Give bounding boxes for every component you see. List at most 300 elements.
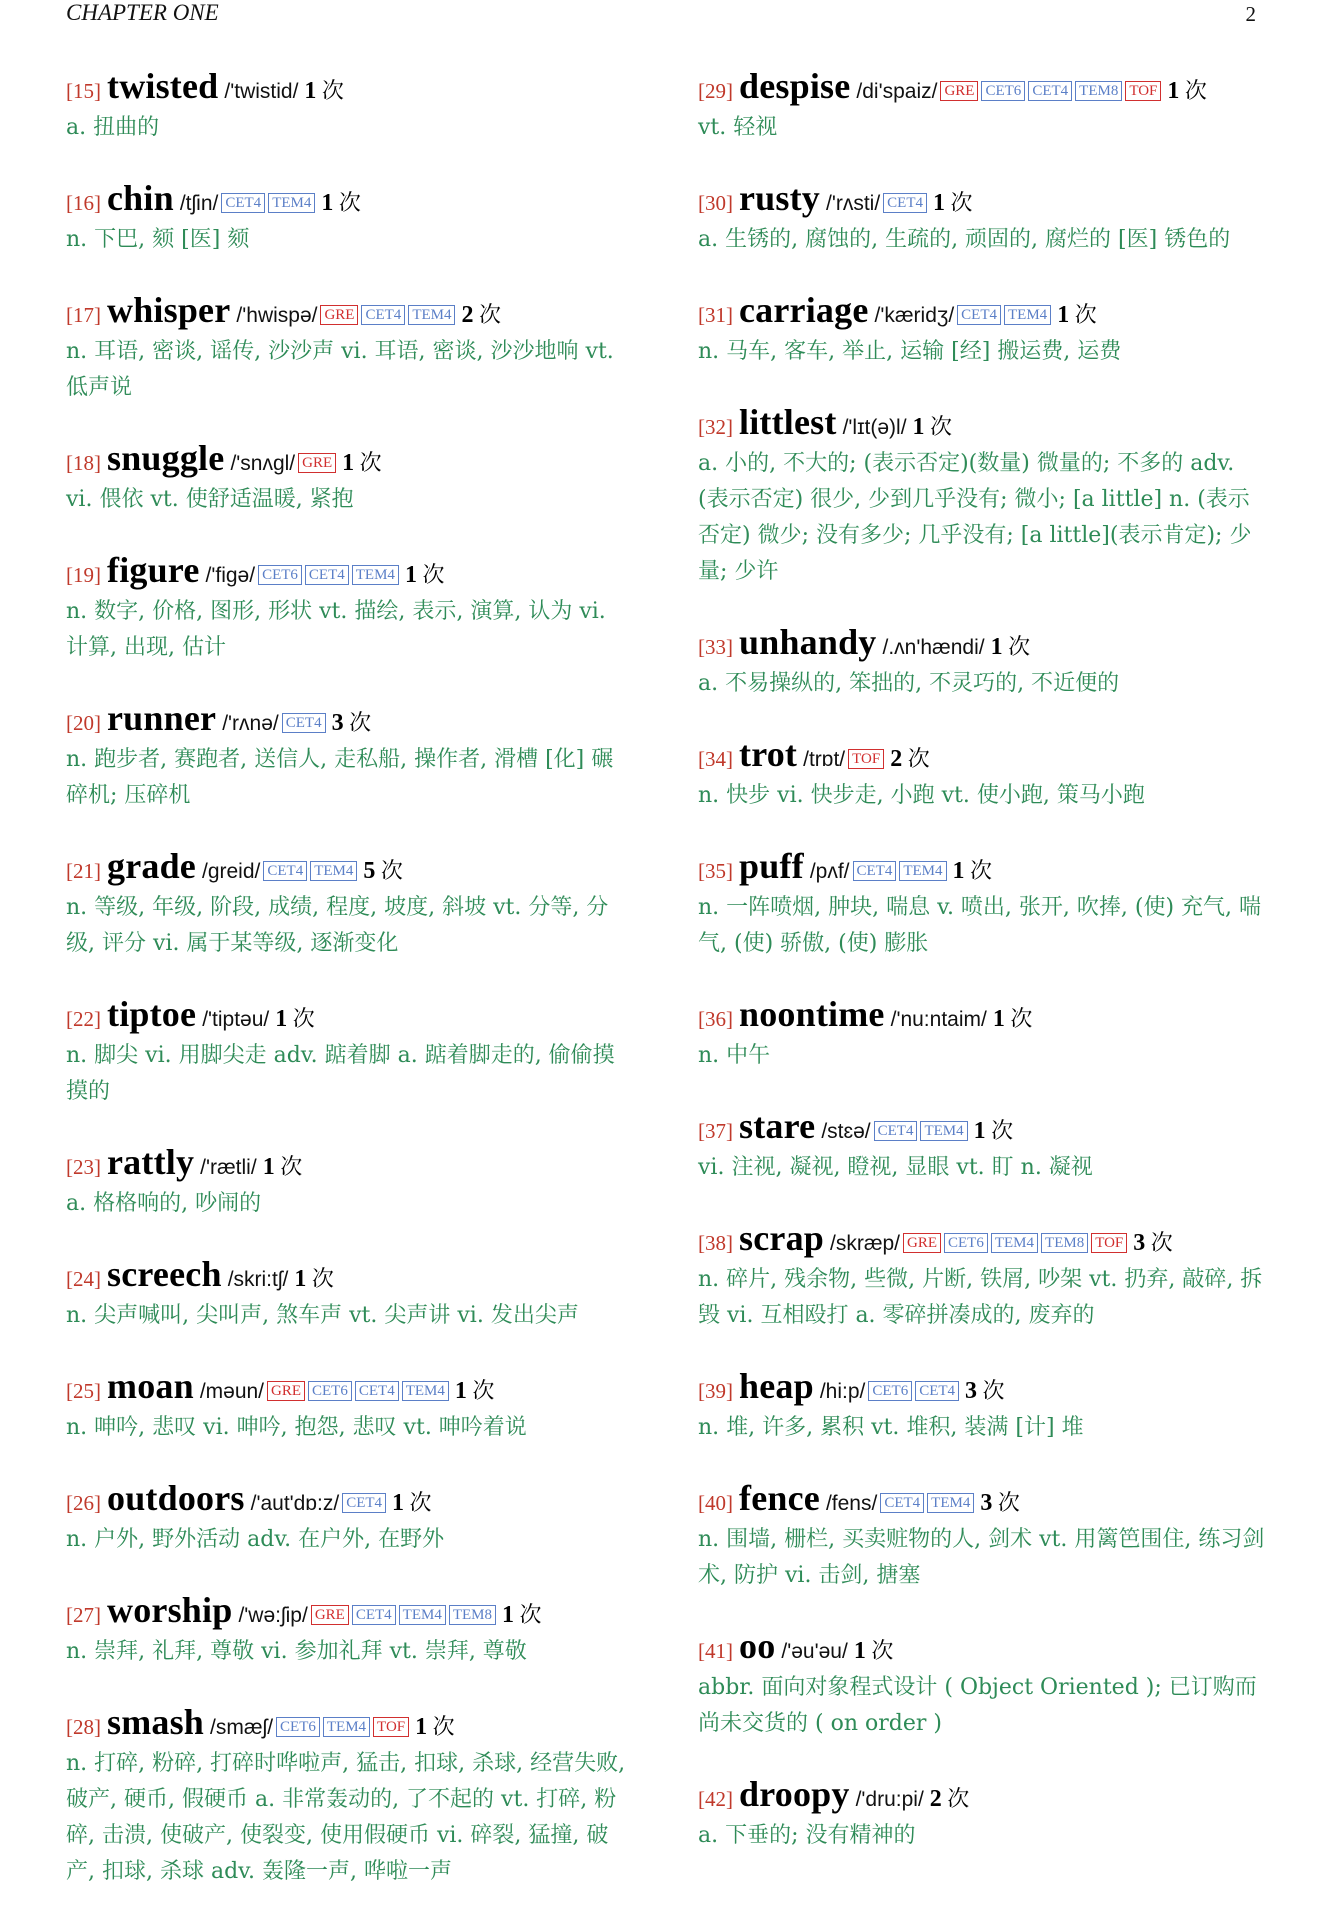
headword: smash — [107, 1702, 205, 1742]
vocab-entry — [698, 736, 1266, 814]
exam-tag-badge: TOF — [1091, 1233, 1127, 1253]
entry-index: [24] — [66, 1267, 101, 1291]
frequency-count: 1 — [304, 78, 317, 104]
exam-tag-badge: TEM8 — [449, 1605, 496, 1625]
frequency-unit: 次 — [950, 190, 973, 215]
exam-tag-badge: TEM4 — [310, 861, 357, 881]
frequency-unit: 次 — [472, 1378, 495, 1403]
exam-tag-badge: TEM4 — [1004, 305, 1051, 325]
exam-tag-badge: TEM4 — [399, 1605, 446, 1625]
frequency — [890, 746, 930, 771]
frequency-unit: 次 — [380, 858, 403, 883]
vocab-entry — [698, 1368, 1266, 1446]
definition: n. 户外, 野外活动 adv. 在户外, 在野外 — [66, 1527, 445, 1552]
entry-headline — [698, 1776, 1266, 1818]
phonetic: /'lɪt(ə)l/ — [842, 416, 907, 439]
headword: moan — [107, 1366, 194, 1406]
entry-headline — [698, 996, 1266, 1038]
vocab-entry — [66, 440, 634, 518]
exam-tag-badge: CET6 — [981, 81, 1025, 101]
frequency — [953, 858, 993, 883]
frequency-count: 1 — [912, 414, 925, 440]
phonetic: /'aut'dɒ:z/ — [250, 1492, 340, 1515]
definition: n. 尖声喊叫, 尖叫声, 煞车声 vt. 尖声讲 vi. 发出尖声 — [66, 1303, 579, 1328]
frequency-unit: 次 — [871, 1638, 894, 1663]
entry-index: [25] — [66, 1379, 101, 1403]
vocab-entry — [698, 1628, 1266, 1742]
entry-headline — [66, 700, 634, 742]
frequency-count: 1 — [992, 1006, 1005, 1032]
vocab-entry — [66, 1256, 634, 1334]
definition: n. 碎片, 残余物, 些微, 片断, 铁屑, 吵架 vt. 扔弃, 敲碎, 拆毁 vi. 互相殴打 a. 零碎拼凑成的, 废弃的 — [698, 1267, 1263, 1328]
exam-tag-badge: CET4 — [342, 1493, 386, 1513]
definition: n. 耳语, 密谈, 谣传, 沙沙声 vi. 耳语, 密谈, 沙沙地响 vt. 低声说 — [66, 339, 614, 400]
vocab-entry — [698, 624, 1266, 702]
frequency — [294, 1266, 334, 1291]
frequency — [1133, 1230, 1173, 1255]
vocab-entry — [698, 68, 1266, 146]
entry-index: [18] — [66, 451, 101, 475]
phonetic: /trɒt/ — [803, 748, 846, 771]
headword: puff — [739, 846, 804, 886]
headword: stare — [739, 1106, 816, 1146]
headword: snuggle — [107, 438, 225, 478]
definition: n. 呻吟, 悲叹 vi. 呻吟, 抱怨, 悲叹 vt. 呻吟着说 — [66, 1415, 527, 1440]
vocab-entry — [66, 1704, 634, 1890]
vocab-entry — [698, 1480, 1266, 1594]
frequency-unit: 次 — [519, 1602, 542, 1627]
frequency — [991, 634, 1031, 659]
phonetic: /'hwispə/ — [236, 304, 318, 327]
entry-index: [30] — [698, 191, 733, 215]
vocab-entry — [66, 180, 634, 258]
definition: n. 围墙, 栅栏, 买卖赃物的人, 剑术 vt. 用篱笆围住, 练习剑术, 防护 vi. 击剑, 搪塞 — [698, 1527, 1265, 1588]
frequency-count: 1 — [342, 450, 355, 476]
frequency-unit: 次 — [359, 450, 382, 475]
entry-headline — [66, 68, 634, 110]
entry-index: [41] — [698, 1639, 733, 1663]
entry-index: [20] — [66, 711, 101, 735]
frequency — [304, 78, 344, 103]
frequency-count: 1 — [415, 1714, 428, 1740]
frequency-unit: 次 — [311, 1266, 334, 1291]
entry-index: [31] — [698, 303, 733, 327]
frequency — [1057, 302, 1097, 327]
headword: screech — [107, 1254, 222, 1294]
right-column — [698, 68, 1266, 1924]
frequency-unit: 次 — [930, 414, 953, 439]
vocab-entry — [698, 848, 1266, 962]
frequency — [930, 1786, 970, 1811]
exam-tag-badge: CET4 — [263, 861, 307, 881]
phonetic: /'figə/ — [205, 564, 256, 587]
phonetic: /skri:tʃ/ — [227, 1268, 289, 1291]
headword: heap — [739, 1366, 814, 1406]
entry-headline — [66, 996, 634, 1038]
frequency — [363, 858, 403, 883]
frequency-count: 2 — [890, 746, 903, 772]
frequency-count: 1 — [1057, 302, 1070, 328]
entry-headline — [698, 1108, 1266, 1150]
frequency-unit: 次 — [1074, 302, 1097, 327]
frequency — [455, 1378, 495, 1403]
phonetic: /'nu:ntaim/ — [890, 1008, 987, 1031]
definition: n. 一阵喷烟, 肿块, 喘息 v. 喷出, 张开, 吹捧, (使) 充气, 喘气, (使) 骄傲, (使) 膨胀 — [698, 895, 1262, 956]
entry-headline — [66, 440, 634, 482]
entry-index: [19] — [66, 563, 101, 587]
exam-tag-badge: CET6 — [868, 1381, 912, 1401]
frequency-count: 1 — [853, 1638, 866, 1664]
left-column — [66, 68, 634, 1924]
entry-headline — [66, 1368, 634, 1410]
frequency-unit: 次 — [321, 78, 344, 103]
definition: a. 下垂的; 没有精神的 — [698, 1823, 916, 1848]
frequency-unit: 次 — [907, 746, 930, 771]
exam-tag-badge: TEM4 — [352, 565, 399, 585]
entry-headline — [66, 1256, 634, 1298]
phonetic: /greid/ — [201, 860, 261, 883]
vocab-entry — [66, 1368, 634, 1446]
entry-headline — [66, 1480, 634, 1522]
vocab-entry — [66, 552, 634, 666]
page-number: 2 — [1245, 2, 1256, 26]
exam-tag-badge: CET4 — [282, 713, 326, 733]
entry-headline — [698, 1480, 1266, 1522]
frequency — [275, 1006, 315, 1031]
definition: n. 中午 — [698, 1043, 771, 1068]
entry-headline — [66, 552, 634, 594]
frequency-count: 1 — [275, 1006, 288, 1032]
exam-tag-badge: CET6 — [308, 1381, 352, 1401]
entry-headline — [698, 1220, 1266, 1262]
frequency — [993, 1006, 1033, 1031]
frequency-count: 1 — [502, 1602, 514, 1628]
frequency — [263, 1154, 303, 1179]
frequency-unit: 次 — [349, 710, 372, 735]
entry-index: [32] — [698, 415, 733, 439]
entry-index: [42] — [698, 1787, 733, 1811]
phonetic: /'kæridʒ/ — [874, 304, 955, 327]
entry-headline — [698, 848, 1266, 890]
frequency — [405, 562, 445, 587]
exam-tag-badge: TEM4 — [927, 1493, 974, 1513]
exam-tag-badge: CET4 — [355, 1381, 399, 1401]
entry-index: [15] — [66, 79, 101, 103]
entry-index: [35] — [698, 859, 733, 883]
vocab-entry — [66, 1480, 634, 1558]
phonetic: /'dru:pi/ — [855, 1788, 924, 1811]
frequency-count: 3 — [1133, 1230, 1146, 1256]
exam-tag-badge: GRE — [903, 1233, 941, 1253]
exam-tag-badge: CET4 — [352, 1605, 396, 1625]
definition: vi. 注视, 凝视, 瞪视, 显眼 vt. 盯 n. 凝视 — [698, 1155, 1093, 1180]
phonetic: /skræp/ — [830, 1232, 901, 1255]
definition: n. 跑步者, 赛跑者, 送信人, 走私船, 操作者, 滑槽 [化] 碾碎机; 压碎机 — [66, 747, 614, 808]
headword: whisper — [107, 290, 231, 330]
exam-tag-badge: GRE — [320, 305, 358, 325]
exam-tag-badge: GRE — [267, 1381, 305, 1401]
entry-headline — [698, 180, 1266, 222]
headword: droopy — [739, 1774, 850, 1814]
entry-index: [34] — [698, 747, 733, 771]
entry-headline — [66, 292, 634, 334]
frequency-count: 1 — [973, 1118, 986, 1144]
entry-headline — [698, 1368, 1266, 1410]
frequency-count: 5 — [363, 858, 376, 884]
definition: n. 数字, 价格, 图形, 形状 vt. 描绘, 表示, 演算, 认为 vi. 计算, 出现, 估计 — [66, 599, 606, 660]
phonetic: /'wə:ʃip/ — [238, 1604, 308, 1627]
entry-index: [16] — [66, 191, 101, 215]
entry-index: [29] — [698, 79, 733, 103]
phonetic: /'rʌsti/ — [826, 192, 881, 215]
phonetic: /məun/ — [199, 1380, 265, 1403]
phonetic: /'tiptəu/ — [202, 1008, 270, 1031]
page-header — [66, 0, 1256, 40]
exam-tag-badge: TEM4 — [268, 193, 315, 213]
frequency-count: 1 — [294, 1266, 307, 1292]
exam-tag-badge: TEM8 — [1075, 81, 1122, 101]
exam-tag-badge: TOF — [848, 749, 884, 769]
entry-index: [23] — [66, 1155, 101, 1179]
frequency-unit: 次 — [997, 1490, 1020, 1515]
frequency-count: 1 — [933, 190, 946, 216]
phonetic: /smæʃ/ — [210, 1716, 274, 1739]
frequency-count: 1 — [404, 562, 417, 588]
entry-headline — [698, 624, 1266, 666]
definition: n. 等级, 年级, 阶段, 成绩, 程度, 坡度, 斜坡 vt. 分等, 分级, 评分 vi. 属于某等级, 逐渐变化 — [66, 895, 609, 956]
entry-headline — [66, 1704, 634, 1746]
phonetic: /'rætli/ — [200, 1156, 257, 1179]
frequency — [974, 1118, 1014, 1143]
headword: noontime — [739, 994, 885, 1034]
frequency-unit: 次 — [422, 562, 445, 587]
headword: fence — [739, 1478, 820, 1518]
headword: trot — [739, 734, 798, 774]
frequency — [342, 450, 382, 475]
entry-index: [33] — [698, 635, 733, 659]
entry-headline — [66, 848, 634, 890]
exam-tag-badge: TEM4 — [899, 861, 946, 881]
headword: rattly — [107, 1142, 195, 1182]
frequency-count: 1 — [392, 1490, 405, 1516]
frequency-unit: 次 — [1010, 1006, 1033, 1031]
exam-tag-badge: TEM4 — [408, 305, 455, 325]
phonetic: /fens/ — [825, 1492, 878, 1515]
exam-tag-badge: CET4 — [915, 1381, 959, 1401]
entry-headline — [698, 1628, 1266, 1670]
frequency-unit: 次 — [1184, 78, 1207, 103]
headword: rusty — [739, 178, 820, 218]
vocab-entry — [698, 1108, 1266, 1186]
vocab-entry — [66, 996, 634, 1110]
frequency-count: 3 — [980, 1490, 993, 1516]
exam-tag-badge: CET4 — [361, 305, 405, 325]
headword: littlest — [739, 402, 837, 442]
vocab-entry — [66, 1592, 634, 1670]
exam-tag-badge: GRE — [940, 81, 978, 101]
exam-tag-badge: CET4 — [883, 193, 927, 213]
phonetic: /tʃin/ — [179, 192, 219, 215]
frequency-unit: 次 — [1008, 634, 1031, 659]
definition: vt. 轻视 — [698, 115, 778, 140]
entry-headline — [66, 1144, 634, 1186]
headword: chin — [107, 178, 174, 218]
frequency — [415, 1714, 455, 1739]
headword: grade — [107, 846, 196, 886]
phonetic: /stɛə/ — [821, 1120, 871, 1143]
frequency-count: 2 — [929, 1786, 942, 1812]
definition: abbr. 面向对象程式设计 ( Object Oriented ); 已订购而尚未交货的 ( on order ) — [698, 1675, 1257, 1736]
exam-tag-badge: CET4 — [880, 1493, 924, 1513]
frequency-unit: 次 — [280, 1154, 303, 1179]
definition: a. 不易操纵的, 笨拙的, 不灵巧的, 不近便的 — [698, 671, 1120, 696]
vocab-entry — [66, 700, 634, 814]
vocab-entry — [698, 180, 1266, 258]
frequency — [502, 1602, 542, 1627]
entry-headline — [698, 736, 1266, 778]
phonetic: /di'spaiz/ — [856, 80, 938, 103]
definition: n. 下巴, 颏 [医] 颏 — [66, 227, 250, 252]
entry-headline — [698, 68, 1266, 110]
exam-tag-badge: TEM4 — [920, 1121, 967, 1141]
entry-index: [39] — [698, 1379, 733, 1403]
headword: despise — [739, 66, 851, 106]
entry-headline — [66, 1592, 634, 1634]
exam-tag-badge: CET6 — [276, 1717, 320, 1737]
frequency-count: 1 — [321, 190, 334, 216]
frequency — [461, 302, 501, 327]
headword: oo — [739, 1626, 776, 1666]
frequency — [933, 190, 973, 215]
frequency-unit: 次 — [991, 1118, 1014, 1143]
frequency-unit: 次 — [970, 858, 993, 883]
exam-tag-badge: TEM4 — [402, 1381, 449, 1401]
entry-index: [28] — [66, 1715, 101, 1739]
vocab-entry — [698, 292, 1266, 370]
frequency-unit: 次 — [338, 190, 361, 215]
phonetic: /hi:p/ — [819, 1380, 866, 1403]
entry-headline — [698, 292, 1266, 334]
vocab-entry — [66, 68, 634, 146]
exam-tag-badge: CET6 — [258, 565, 302, 585]
frequency-unit: 次 — [1150, 1230, 1173, 1255]
exam-tag-badge: GRE — [298, 453, 336, 473]
vocab-entry — [66, 1144, 634, 1222]
headword: tiptoe — [107, 994, 197, 1034]
frequency-count: 3 — [331, 710, 344, 736]
definition: a. 格格响的, 吵闹的 — [66, 1191, 262, 1216]
frequency-unit: 次 — [409, 1490, 432, 1515]
definition: n. 打碎, 粉碎, 打碎时哗啦声, 猛击, 扣球, 杀球, 经营失败, 破产, 硬币, 假硬币 a. 非常轰动的, 了不起的 vt. 打碎, 粉碎, 击溃, 使破产, 使裂变, 使用假硬币 vi. 碎裂, 猛撞, 破产, 扣球, 杀球 adv. 轰隆一声, 哗啦一声 — [66, 1751, 626, 1884]
vocab-entry — [66, 848, 634, 962]
headword: runner — [107, 698, 217, 738]
frequency — [965, 1378, 1005, 1403]
vocab-entry — [66, 292, 634, 406]
definition: n. 马车, 客车, 举止, 运输 [经] 搬运费, 运费 — [698, 339, 1122, 364]
frequency-unit: 次 — [432, 1714, 455, 1739]
frequency-unit: 次 — [982, 1378, 1005, 1403]
vocab-entry — [698, 404, 1266, 590]
definition: a. 扭曲的 — [66, 115, 160, 140]
definition: n. 脚尖 vi. 用脚尖走 adv. 踮着脚 a. 踮着脚走的, 偷偷摸摸的 — [66, 1043, 615, 1104]
exam-tag-badge: CET4 — [957, 305, 1001, 325]
frequency — [332, 710, 372, 735]
definition: n. 崇拜, 礼拜, 尊敬 vi. 参加礼拜 vt. 崇拜, 尊敬 — [66, 1639, 527, 1664]
frequency-count: 1 — [1167, 78, 1180, 104]
entry-headline — [66, 180, 634, 222]
entry-index: [27] — [66, 1603, 101, 1627]
phonetic: /'rʌnə/ — [222, 712, 279, 735]
frequency — [913, 414, 953, 439]
definition: n. 堆, 许多, 累积 vt. 堆积, 装满 [计] 堆 — [698, 1415, 1084, 1440]
entry-index: [36] — [698, 1007, 733, 1031]
frequency-count: 1 — [952, 858, 965, 884]
phonetic: /pʌf/ — [809, 860, 850, 883]
frequency — [980, 1490, 1020, 1515]
exam-tag-badge: TEM4 — [991, 1233, 1038, 1253]
headword: twisted — [107, 66, 219, 106]
phonetic: /'əu'əu/ — [781, 1640, 848, 1663]
exam-tag-badge: GRE — [311, 1605, 349, 1625]
headword: figure — [107, 550, 200, 590]
headword: worship — [107, 1590, 233, 1630]
exam-tag-badge: CET4 — [874, 1121, 918, 1141]
exam-tag-badge: TEM8 — [1041, 1233, 1088, 1253]
frequency-unit: 次 — [478, 302, 501, 327]
frequency-count: 2 — [461, 302, 474, 328]
phonetic: /'snʌgl/ — [230, 452, 296, 475]
phonetic: /'twistid/ — [224, 80, 299, 103]
frequency-count: 1 — [454, 1378, 467, 1404]
exam-tag-badge: CET4 — [853, 861, 897, 881]
exam-tag-badge: CET4 — [1028, 81, 1072, 101]
headword: scrap — [739, 1218, 824, 1258]
frequency-count: 1 — [990, 634, 1003, 660]
entry-headline — [698, 404, 1266, 446]
entry-index: [22] — [66, 1007, 101, 1031]
exam-tag-badge: TEM4 — [323, 1717, 370, 1737]
definition: a. 生锈的, 腐蚀的, 生疏的, 顽固的, 腐烂的 [医] 锈色的 — [698, 227, 1231, 252]
headword: carriage — [739, 290, 869, 330]
frequency-unit: 次 — [947, 1786, 970, 1811]
entry-index: [17] — [66, 303, 101, 327]
entry-index: [26] — [66, 1491, 101, 1515]
frequency — [1167, 78, 1207, 103]
frequency-unit: 次 — [292, 1006, 315, 1031]
phonetic: /.ʌn'hændi/ — [882, 636, 985, 659]
exam-tag-badge: TOF — [1125, 81, 1161, 101]
frequency — [321, 190, 361, 215]
entry-index: [38] — [698, 1231, 733, 1255]
exam-tag-badge: CET4 — [305, 565, 349, 585]
chapter-title: CHAPTER ONE — [66, 0, 219, 25]
entry-index: [40] — [698, 1491, 733, 1515]
vocabulary-columns — [66, 68, 1266, 1924]
frequency — [392, 1490, 432, 1515]
headword: outdoors — [107, 1478, 245, 1518]
exam-tag-badge: CET4 — [221, 193, 265, 213]
entry-index: [21] — [66, 859, 101, 883]
headword: unhandy — [739, 622, 877, 662]
vocab-entry — [698, 996, 1266, 1074]
vocab-entry — [698, 1776, 1266, 1854]
definition: n. 快步 vi. 快步走, 小跑 vt. 使小跑, 策马小跑 — [698, 783, 1145, 808]
exam-tag-badge: TOF — [373, 1717, 409, 1737]
frequency — [854, 1638, 894, 1663]
frequency-count: 3 — [965, 1378, 978, 1404]
vocab-entry — [698, 1220, 1266, 1334]
definition: vi. 偎依 vt. 使舒适温暖, 紧抱 — [66, 487, 354, 512]
